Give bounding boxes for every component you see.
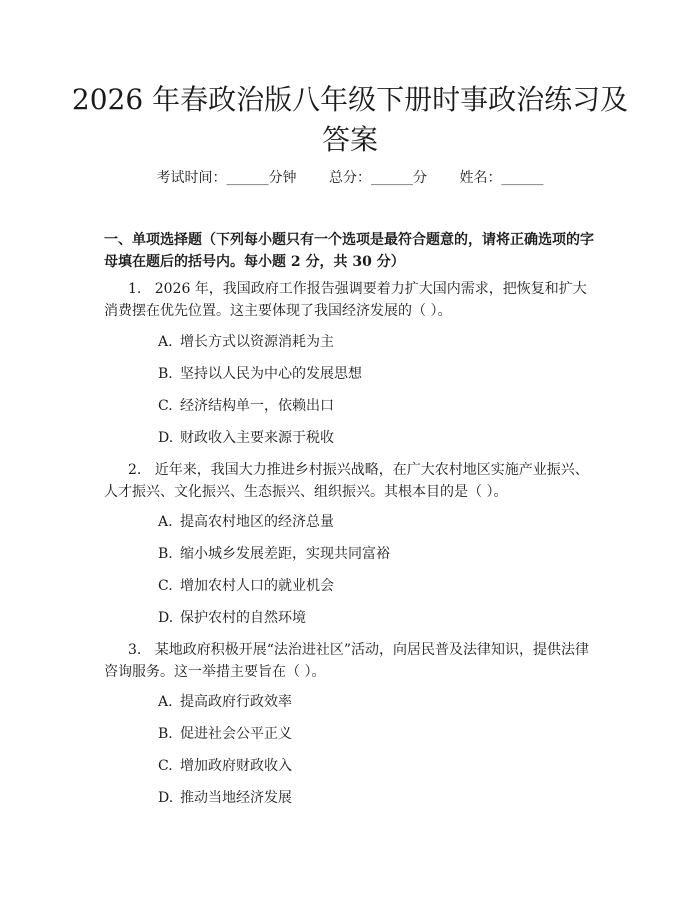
question-number: 1. [128, 281, 142, 297]
question-2-option-a [158, 512, 598, 532]
section-heading-single-choice: 一、单项选择题（下列每小题只有一个选项是最符合题意的，请将正确选项的字母填在题后的括号内。每小题 2 分，共 30 分） [104, 232, 594, 270]
question-number: 3. [128, 642, 142, 658]
question-1-option-c [158, 396, 598, 416]
question-text: 2026 年，我国政府工作报告强调要着力扩大国内需求，把恢复和扩大消费摆在优先位置。这主要体现了我国经济发展的（ ）。 [104, 281, 587, 319]
option-text: 坚持以人民为中心的发展思想 [180, 366, 362, 382]
option-text: 财政收入主要来源于税收 [180, 430, 334, 446]
document-title: 2026 年春政治版八年级下册时事政治练习及答案 [71, 83, 629, 156]
option-letter: A. [158, 514, 173, 530]
question-number: 2. [128, 462, 142, 478]
option-letter: C. [158, 758, 173, 774]
question-1-stem [104, 278, 596, 322]
option-text: 提高农村地区的经济总量 [180, 514, 334, 530]
option-text: 经济结构单一，依赖出口 [180, 398, 334, 414]
question-3-option-c [158, 756, 598, 776]
question-2-option-c [158, 576, 598, 596]
option-letter: B. [158, 726, 173, 742]
option-letter: D. [158, 610, 174, 626]
option-text: 增长方式以资源消耗为主 [180, 334, 334, 350]
option-letter: D. [158, 430, 174, 446]
option-letter: C. [158, 398, 173, 414]
option-letter: D. [158, 790, 174, 806]
option-letter: B. [158, 366, 173, 382]
question-2-option-d [158, 608, 598, 628]
option-letter: A. [158, 694, 173, 710]
question-3-option-a [158, 692, 598, 712]
question-3-stem [104, 639, 596, 683]
question-3-option-b [158, 724, 598, 744]
question-2-option-b [158, 544, 598, 564]
option-text: 缩小城乡发展差距，实现共同富裕 [180, 546, 390, 562]
question-1-option-b [158, 364, 598, 384]
exam-time-field: 考试时间：______分钟 [156, 170, 297, 186]
question-text: 近年来，我国大力推进乡村振兴战略，在广大农村地区实施产业振兴、人才振兴、文化振兴、生态振兴、组织振兴。其根本目的是（ ）。 [104, 462, 589, 500]
question-2-stem [104, 459, 596, 503]
option-letter: B. [158, 546, 173, 562]
option-text: 增加农村人口的就业机会 [180, 578, 334, 594]
student-name-field: 姓名：______ [459, 170, 544, 186]
option-text: 提高政府行政效率 [180, 694, 292, 710]
exam-info-line [0, 168, 700, 188]
option-letter: A. [158, 334, 173, 350]
question-1-option-d [158, 428, 598, 448]
question-text: 某地政府积极开展“法治进社区”活动，向居民普及法律知识，提供法律咨询服务。这一举措主要旨在（ ）。 [104, 642, 590, 680]
option-text: 推动当地经济发展 [180, 790, 292, 806]
option-text: 增加政府财政收入 [180, 758, 292, 774]
option-text: 保护农村的自然环境 [180, 610, 306, 626]
option-text: 促进社会公平正义 [180, 726, 292, 742]
total-score-field: 总分：______分 [329, 170, 427, 186]
question-1-option-a [158, 332, 598, 352]
question-3-option-d [158, 788, 598, 808]
option-letter: C. [158, 578, 173, 594]
